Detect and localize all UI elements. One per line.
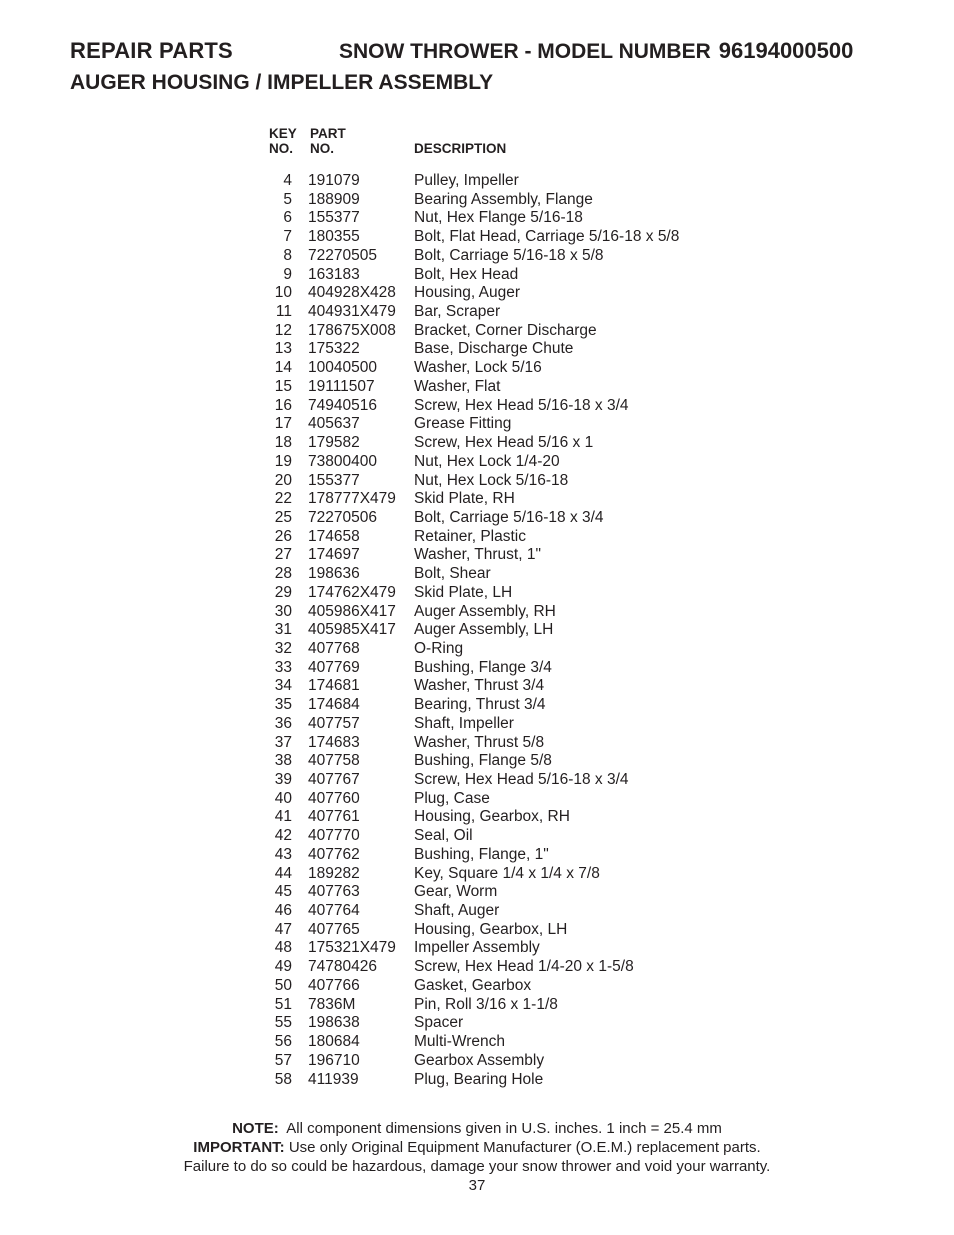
- important-text: Use only Original Equipment Manufacturer (O.E.M.) replacement parts.: [288, 1139, 761, 1156]
- part-number: 189282: [308, 864, 360, 882]
- key-number: 8: [283, 246, 292, 264]
- table-row: [262, 1014, 762, 1033]
- part-header-line2: NO.: [310, 141, 335, 156]
- part-number: 155377: [308, 471, 360, 489]
- warning-line: Failure to do so could be hazardous, damage your snow thrower and void your warranty.: [183, 1158, 771, 1175]
- table-row: [262, 677, 762, 696]
- part-number: 405637: [308, 415, 360, 433]
- table-row: [262, 921, 762, 940]
- part-description: Bracket, Corner Discharge: [414, 321, 597, 339]
- part-number: 407758: [308, 752, 360, 770]
- table-row: [262, 1033, 762, 1052]
- key-number: 41: [274, 808, 292, 826]
- part-description: Bolt, Hex Head: [414, 265, 519, 283]
- key-number: 58: [274, 1070, 292, 1088]
- key-number: 45: [274, 883, 292, 901]
- key-number: 27: [274, 546, 292, 564]
- footer-notes: [0, 1119, 954, 1176]
- key-number: 26: [274, 527, 292, 545]
- table-row: [262, 996, 762, 1015]
- key-number: 10: [274, 284, 292, 302]
- key-number: 38: [274, 752, 292, 770]
- key-number: 12: [274, 321, 292, 339]
- table-row: [262, 584, 762, 603]
- table-row: [262, 603, 762, 622]
- table-row: [262, 621, 762, 640]
- section-title: REPAIR PARTS: [70, 38, 233, 63]
- note-label: NOTE:: [232, 1120, 279, 1137]
- table-row: [262, 191, 762, 210]
- part-description: Key, Square 1/4 x 1/4 x 7/8: [414, 864, 600, 882]
- table-row: [262, 1071, 762, 1090]
- table-row: [262, 846, 762, 865]
- part-number: 407768: [308, 639, 360, 657]
- key-number: 4: [283, 172, 292, 189]
- part-number: 7836M: [308, 995, 356, 1013]
- part-description: Nut, Hex Lock 1/4-20: [414, 452, 560, 470]
- key-number: 44: [274, 864, 292, 882]
- part-number: 163183: [308, 265, 360, 283]
- part-number: 73800400: [308, 452, 377, 470]
- part-number: 405986X417: [308, 602, 396, 620]
- key-number: 9: [283, 265, 292, 283]
- key-number: 35: [274, 696, 292, 714]
- key-number: 32: [274, 639, 292, 657]
- table-row: [262, 528, 762, 547]
- key-number: 33: [274, 658, 292, 676]
- part-description: Auger Assembly, RH: [414, 602, 556, 620]
- note-line: [0, 1119, 954, 1138]
- part-description: Shaft, Auger: [414, 902, 500, 920]
- part-number: 19111507: [308, 377, 375, 395]
- product-title: [339, 38, 853, 64]
- table-row: [262, 734, 762, 753]
- key-header-line2: NO.: [269, 141, 294, 156]
- table-row: [262, 902, 762, 921]
- table-row: [262, 266, 762, 285]
- part-description: Gear, Worm: [414, 883, 498, 901]
- part-description: Pulley, Impeller: [414, 172, 519, 189]
- table-row: [262, 883, 762, 902]
- part-number: 198636: [308, 565, 360, 583]
- table-row: [262, 771, 762, 790]
- key-number: 36: [274, 714, 292, 732]
- part-description: Bolt, Carriage 5/16-18 x 3/4: [414, 508, 604, 526]
- part-number: 407767: [308, 771, 360, 788]
- key-number: 22: [274, 490, 292, 508]
- part-description: Base, Discharge Chute: [414, 340, 574, 358]
- table-row: [262, 397, 762, 416]
- part-description: Skid Plate, LH: [414, 583, 513, 601]
- part-number: 404931X479: [308, 303, 396, 321]
- key-number: 11: [275, 303, 292, 321]
- table-row: [262, 359, 762, 378]
- part-description: Washer, Thrust 5/8: [414, 733, 545, 751]
- key-number: 47: [274, 920, 292, 938]
- part-number: 174684: [308, 696, 360, 714]
- product-label: SNOW THROWER - MODEL NUMBER: [339, 40, 711, 63]
- parts-table: [262, 126, 762, 1088]
- key-number: 29: [274, 583, 292, 601]
- part-description: Plug, Case: [414, 789, 490, 807]
- table-row: [262, 659, 762, 678]
- part-description: Bushing, Flange 5/8: [414, 752, 552, 770]
- part-number: 174697: [308, 546, 360, 564]
- description-header: DESCRIPTION: [414, 141, 507, 156]
- part-description: Bushing, Flange 3/4: [414, 658, 552, 676]
- part-number: 407761: [308, 808, 360, 826]
- key-number: 25: [274, 508, 292, 526]
- table-row: [262, 322, 762, 341]
- key-number: 40: [274, 789, 292, 807]
- key-number: 13: [274, 340, 292, 358]
- key-number: 56: [274, 1033, 292, 1051]
- table-body: [262, 172, 762, 1089]
- key-number: 48: [274, 939, 292, 957]
- part-description: Skid Plate, RH: [414, 490, 515, 508]
- part-number: 178675X008: [308, 321, 396, 339]
- part-description: Screw, Hex Head 1/4-20 x 1-5/8: [414, 958, 634, 976]
- table-row: [262, 453, 762, 472]
- part-number: 407763: [308, 883, 360, 901]
- part-number: 407769: [308, 658, 360, 676]
- part-description: Nut, Hex Flange 5/16-18: [414, 209, 583, 227]
- part-description: O-Ring: [414, 639, 464, 657]
- table-row: [262, 378, 762, 397]
- part-number: 74780426: [308, 958, 377, 976]
- part-number: 174683: [308, 733, 360, 751]
- part-description: Multi-Wrench: [414, 1033, 506, 1051]
- part-number: 407770: [308, 827, 360, 845]
- key-number: 16: [274, 396, 292, 414]
- page-header: [70, 38, 930, 66]
- key-number: 5: [283, 190, 292, 208]
- table-row: [262, 865, 762, 884]
- table-row: [262, 808, 762, 827]
- key-number: 31: [274, 621, 292, 639]
- key-number: 46: [274, 902, 292, 920]
- part-number: 407762: [308, 845, 360, 863]
- part-number: 178777X479: [308, 490, 396, 508]
- table-row: [262, 1052, 762, 1071]
- key-number: 50: [274, 976, 292, 994]
- table-row: [262, 958, 762, 977]
- part-number: 74940516: [308, 396, 377, 414]
- part-description: Impeller Assembly: [414, 939, 540, 957]
- key-number: 17: [274, 415, 292, 433]
- part-number: 191079: [308, 172, 360, 189]
- part-number: 196710: [308, 1051, 360, 1069]
- part-number: 407765: [308, 920, 360, 938]
- key-header-line1: KEY: [269, 126, 297, 141]
- part-number: 174762X479: [308, 583, 396, 601]
- part-header-line1: PART: [310, 126, 346, 141]
- part-number: 174681: [308, 677, 360, 695]
- part-description: Plug, Bearing Hole: [414, 1070, 544, 1088]
- part-description: Bar, Scraper: [414, 303, 501, 321]
- table-row: [262, 228, 762, 247]
- table-row: [262, 715, 762, 734]
- part-number: 10040500: [308, 359, 377, 377]
- part-description: Screw, Hex Head 5/16-18 x 3/4: [414, 771, 629, 788]
- part-description: Bolt, Carriage 5/16-18 x 5/8: [414, 246, 604, 264]
- part-number: 180684: [308, 1033, 360, 1051]
- table-row: [262, 303, 762, 322]
- key-number: 15: [274, 377, 292, 395]
- table-row: [262, 434, 762, 453]
- part-description: Screw, Hex Head 5/16-18 x 3/4: [414, 396, 629, 414]
- table-row: [262, 209, 762, 228]
- part-description: Housing, Auger: [414, 284, 520, 302]
- key-number: 6: [283, 209, 292, 227]
- key-number: 30: [274, 602, 292, 620]
- part-number: 407757: [308, 714, 360, 732]
- part-description: Shaft, Impeller: [414, 714, 514, 732]
- part-description: Pin, Roll 3/16 x 1-1/8: [414, 995, 558, 1013]
- table-row: [262, 490, 762, 509]
- assembly-title: AUGER HOUSING / IMPELLER ASSEMBLY: [70, 71, 494, 94]
- part-description: Retainer, Plastic: [414, 527, 526, 545]
- part-number: 188909: [308, 190, 360, 208]
- part-number: 198638: [308, 1014, 360, 1032]
- table-row: [262, 340, 762, 359]
- part-description: Housing, Gearbox, RH: [414, 808, 570, 826]
- table-row: [262, 790, 762, 809]
- part-number: 411939: [308, 1070, 359, 1088]
- table-row: [262, 247, 762, 266]
- part-number: 407764: [308, 902, 360, 920]
- table-row: [262, 172, 762, 191]
- part-description: Screw, Hex Head 5/16 x 1: [414, 434, 594, 452]
- part-description: Washer, Flat: [414, 377, 501, 395]
- key-number: 7: [283, 228, 292, 246]
- part-description: Washer, Thrust, 1": [414, 546, 541, 564]
- table-row: [262, 509, 762, 528]
- key-number: 42: [274, 827, 292, 845]
- part-description: Washer, Thrust 3/4: [414, 677, 545, 695]
- part-number: 72270506: [308, 508, 377, 526]
- part-description: Nut, Hex Lock 5/16-18: [414, 471, 569, 489]
- key-number: 28: [274, 565, 292, 583]
- table-row: [262, 640, 762, 659]
- table-row: [262, 284, 762, 303]
- part-description: Spacer: [414, 1014, 464, 1032]
- key-number: 34: [274, 677, 292, 695]
- important-line: [0, 1138, 954, 1157]
- table-row: [262, 939, 762, 958]
- part-description: Washer, Lock 5/16: [414, 359, 542, 377]
- table-row: [262, 415, 762, 434]
- part-description: Auger Assembly, LH: [414, 621, 554, 639]
- part-description: Bushing, Flange, 1": [414, 845, 549, 863]
- part-number: 72270505: [308, 246, 377, 264]
- part-number: 407766: [308, 976, 360, 994]
- part-number: 405985X417: [308, 621, 396, 639]
- part-description: Bearing Assembly, Flange: [414, 190, 593, 208]
- model-number: 96194000500: [718, 38, 854, 63]
- key-number: 57: [274, 1051, 292, 1069]
- part-description: Grease Fitting: [414, 415, 512, 433]
- part-description: Bolt, Shear: [414, 565, 491, 583]
- part-description: Housing, Gearbox, LH: [414, 920, 568, 938]
- part-number: 407760: [308, 789, 360, 807]
- key-number: 14: [274, 359, 292, 377]
- part-number: 175321X479: [308, 939, 396, 957]
- part-description: Bolt, Flat Head, Carriage 5/16-18 x 5/8: [414, 228, 680, 246]
- part-description: Gearbox Assembly: [414, 1051, 545, 1069]
- part-number: 180355: [308, 228, 360, 246]
- part-description: Bearing, Thrust 3/4: [414, 696, 546, 714]
- part-number: 179582: [308, 434, 360, 452]
- part-number: 404928X428: [308, 284, 396, 302]
- key-number: 55: [274, 1014, 292, 1032]
- part-number: 174658: [308, 527, 360, 545]
- key-number: 19: [274, 452, 292, 470]
- important-label: IMPORTANT:: [193, 1139, 285, 1156]
- table-row: [262, 472, 762, 491]
- table-header: [262, 126, 762, 174]
- part-number: 175322: [308, 340, 360, 358]
- key-number: 18: [274, 434, 292, 452]
- key-number: 51: [274, 995, 292, 1013]
- table-row: [262, 977, 762, 996]
- table-row: [262, 827, 762, 846]
- part-number: 155377: [308, 209, 360, 227]
- page-number: 37: [468, 1177, 486, 1194]
- key-number: 39: [274, 771, 292, 788]
- table-row: [262, 752, 762, 771]
- table-row: [262, 546, 762, 565]
- note-text: All component dimensions given in U.S. inches. 1 inch = 25.4 mm: [286, 1120, 722, 1137]
- table-row: [262, 696, 762, 715]
- table-row: [262, 565, 762, 584]
- part-description: Gasket, Gearbox: [414, 976, 532, 994]
- part-description: Seal, Oil: [414, 827, 473, 845]
- key-number: 43: [274, 845, 292, 863]
- key-number: 37: [274, 733, 292, 751]
- key-number: 20: [274, 471, 292, 489]
- key-number: 49: [274, 958, 292, 976]
